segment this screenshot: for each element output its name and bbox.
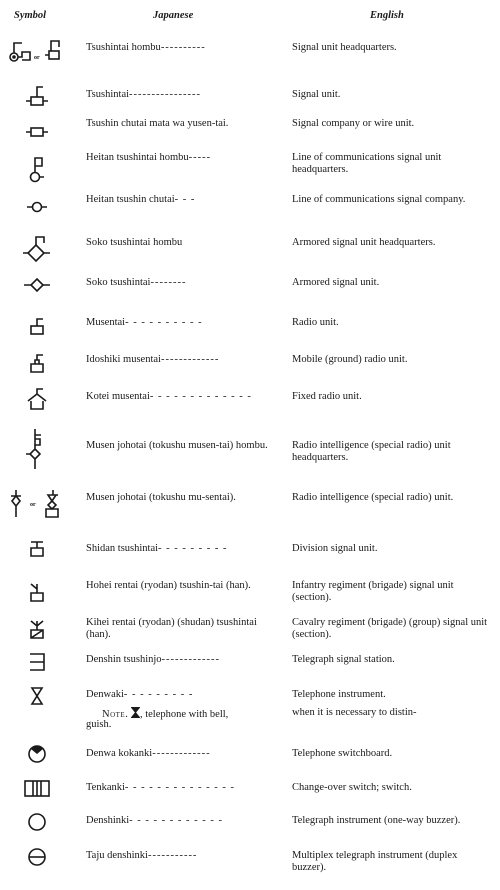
row-japanese: Taju denshinki----------- bbox=[86, 850, 198, 861]
row-japanese: Heitan tsushintai hombu----- bbox=[86, 152, 212, 163]
row-english: Mobile (ground) radio unit. bbox=[292, 354, 408, 365]
row-english: Change-over switch; switch. bbox=[292, 782, 412, 793]
telephone-icon bbox=[0, 677, 74, 717]
row-japanese: Soko tsushintai-------- bbox=[86, 277, 187, 288]
svg-text:or: or bbox=[34, 55, 40, 61]
loc-signal-company-icon bbox=[0, 186, 74, 226]
row-english: Cavalry regiment (brigade) (group) signal unit (section). bbox=[292, 617, 488, 640]
row-english: Telephone switchboard. bbox=[292, 748, 393, 759]
row-japanese: Musen johotai (tokushu mu-sentai). bbox=[86, 492, 236, 503]
armored-signal-unit-icon bbox=[0, 265, 74, 305]
row-japanese: Heitan tsushin chutai- - - bbox=[86, 194, 196, 205]
division-signal-icon bbox=[0, 531, 74, 571]
header-english: English bbox=[370, 10, 404, 21]
row-japanese: Tsushintai hombu---------- bbox=[86, 42, 206, 53]
row-japanese: Denshinki- - - - - - - - - - - - bbox=[86, 815, 224, 826]
row-japanese: Tenkanki- - - - - - - - - - - - - - bbox=[86, 782, 235, 793]
radio-intel-unit-icon bbox=[0, 486, 74, 522]
row-english: Radio unit. bbox=[292, 317, 339, 328]
multiplex-telegraph-icon bbox=[0, 838, 74, 878]
svg-text:or: or bbox=[30, 502, 36, 508]
row-japanese: Hohei rentai (ryodan) tsushin-tai (han). bbox=[86, 580, 251, 591]
row-japanese: Soko tsushintai hombu bbox=[86, 237, 183, 248]
row-english: Division signal unit. bbox=[292, 543, 378, 554]
row-japanese: Musen johotai (tokushu musen-tai) hombu. bbox=[86, 440, 268, 451]
row-english: Armored signal unit headquarters. bbox=[292, 237, 436, 248]
telephone-bell-icon bbox=[131, 707, 140, 718]
row-english: Infantry regiment (brigade) signal unit (section). bbox=[292, 580, 454, 603]
row-english: Radio intelligence (special radio) unit headquarters. bbox=[292, 440, 451, 463]
row-english: Multiplex telegraph instrument (duplex buzzer). bbox=[292, 850, 458, 873]
fixed-radio-icon bbox=[0, 379, 74, 419]
row-japanese: Tsushin chutai mata wa yusen-tai. bbox=[86, 118, 229, 129]
row-english: Armored signal unit. bbox=[292, 277, 380, 288]
row-japanese: Denwaki- - - - - - - - - bbox=[86, 689, 194, 700]
note-english: when it is necessary to distin- bbox=[292, 707, 417, 718]
row-english: Telegraph signal station. bbox=[292, 654, 395, 665]
row-english: Signal unit headquarters. bbox=[292, 42, 397, 53]
note-continuation: guish. bbox=[86, 719, 112, 730]
row-japanese: Shidan tsushintai- - - - - - - - - bbox=[86, 543, 228, 554]
header-symbol: Symbol bbox=[14, 10, 47, 21]
row-english: Line of communications signal company. bbox=[292, 194, 466, 205]
row-english: Radio intelligence (special radio) unit. bbox=[292, 492, 454, 503]
telegraph-station-icon bbox=[0, 642, 74, 682]
radio-intel-hq-icon bbox=[0, 424, 74, 476]
row-japanese: Kotei musentai- - - - - - - - - - - - - bbox=[86, 391, 252, 402]
note-text: Note. , telephone with bell, bbox=[102, 709, 229, 720]
header-japanese: Japanese bbox=[153, 10, 194, 21]
loc-signal-hq-icon bbox=[0, 148, 74, 188]
signal-unit-hq-icon bbox=[0, 32, 74, 68]
row-japanese: Idoshiki musentai------------- bbox=[86, 354, 220, 365]
signal-company-icon bbox=[0, 112, 74, 152]
telegraph-instrument-icon bbox=[0, 803, 74, 843]
mobile-radio-icon bbox=[0, 342, 74, 382]
infantry-signal-icon bbox=[0, 574, 74, 614]
row-japanese: Tsushintai---------------- bbox=[86, 89, 201, 100]
row-english: Line of communications signal unit headquarters. bbox=[292, 152, 442, 175]
row-japanese: Kihei rentai (ryodan) (shudan) tsushintai (han). bbox=[86, 617, 257, 640]
row-japanese: Denwa kokanki------------- bbox=[86, 748, 211, 759]
radio-unit-icon bbox=[0, 305, 74, 345]
row-japanese: Musentai- - - - - - - - - - bbox=[86, 317, 203, 328]
row-english: Signal company or wire unit. bbox=[292, 118, 415, 129]
row-english: Telegraph instrument (one-way buzzer). bbox=[292, 815, 461, 826]
row-english: Telephone instrument. bbox=[292, 689, 386, 700]
row-english: Signal unit. bbox=[292, 89, 341, 100]
row-english: Fixed radio unit. bbox=[292, 391, 362, 402]
row-japanese: Denshin tsushinjo------------- bbox=[86, 654, 221, 665]
